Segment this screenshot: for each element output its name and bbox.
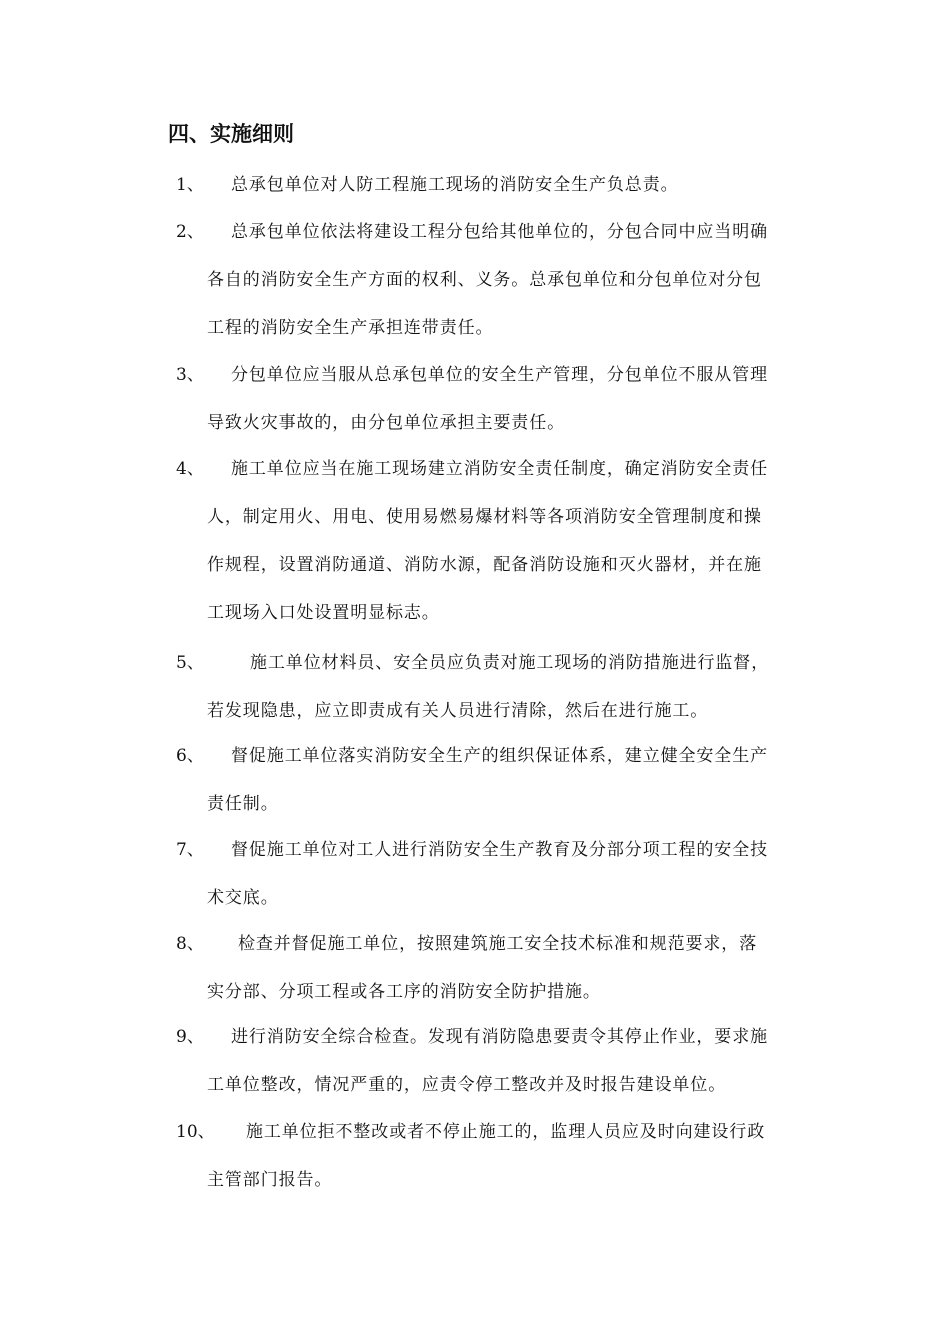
item-text-line: 工现场入口处设置明显标志。 <box>207 603 440 623</box>
section-heading: 四、实施细则 <box>168 122 294 146</box>
item-text-line: 工程的消防安全生产承担连带责任。 <box>207 318 494 338</box>
item-number: 1、 <box>176 175 204 195</box>
item-text-line: 若发现隐患，应立即责成有关人员进行清除，然后在进行施工。 <box>207 701 709 721</box>
item-text-line: 施工单位应当在施工现场建立消防安全责任制度，确定消防安全责任 <box>231 459 768 479</box>
item-number: 4、 <box>176 459 204 479</box>
item-text-line: 实分部、分项工程或各工序的消防安全防护措施。 <box>207 982 601 1002</box>
item-text-line: 人，制定用火、用电、使用易燃易爆材料等各项消防安全管理制度和操 <box>207 507 762 527</box>
item-number: 2、 <box>176 222 204 242</box>
item-text-line: 各自的消防安全生产方面的权利、义务。总承包单位和分包单位对分包 <box>207 270 762 290</box>
item-number: 10、 <box>176 1122 215 1142</box>
item-text-line: 检查并督促施工单位，按照建筑施工安全技术标准和规范要求，落 <box>238 934 758 954</box>
item-number: 6、 <box>176 746 204 766</box>
item-text-line: 工单位整改，情况严重的，应责令停工整改并及时报告建设单位。 <box>207 1075 727 1095</box>
item-text-line: 进行消防安全综合检查。发现有消防隐患要责令其停止作业，要求施 <box>231 1027 768 1047</box>
item-number: 7、 <box>176 840 204 860</box>
item-text-line: 责任制。 <box>207 794 279 814</box>
item-text-line: 施工单位材料员、安全员应负责对施工现场的消防措施进行监督， <box>250 653 770 673</box>
item-text-line: 分包单位应当服从总承包单位的安全生产管理，分包单位不服从管理 <box>231 365 768 385</box>
item-text-line: 督促施工单位落实消防安全生产的组织保证体系，建立健全安全生产 <box>231 746 768 766</box>
item-number: 9、 <box>176 1027 204 1047</box>
item-text-line: 施工单位拒不整改或者不停止施工的，监理人员应及时向建设行政 <box>246 1122 766 1142</box>
item-text-line: 作规程，设置消防通道、消防水源，配备消防设施和灭火器材，并在施 <box>207 555 762 575</box>
item-text-line: 术交底。 <box>207 888 279 908</box>
item-text-line: 督促施工单位对工人进行消防安全生产教育及分部分项工程的安全技 <box>231 840 768 860</box>
item-number: 3、 <box>176 365 204 385</box>
item-text-line: 导致火灾事故的，由分包单位承担主要责任。 <box>207 413 565 433</box>
item-text-line: 总承包单位依法将建设工程分包给其他单位的，分包合同中应当明确 <box>231 222 768 242</box>
item-number: 8、 <box>176 934 204 954</box>
item-text-line: 主管部门报告。 <box>207 1170 333 1190</box>
item-text-line: 总承包单位对人防工程施工现场的消防安全生产负总责。 <box>231 175 679 195</box>
item-number: 5、 <box>176 653 204 673</box>
